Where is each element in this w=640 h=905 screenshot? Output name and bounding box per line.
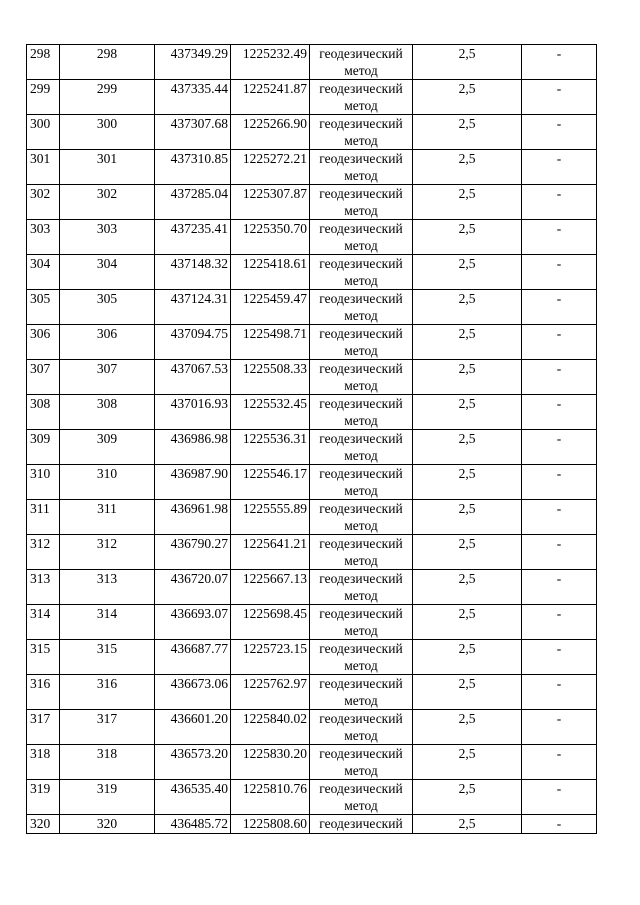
method-cell: геодезический метод	[310, 150, 413, 185]
method-cell: геодезический метод	[310, 570, 413, 605]
method-cell: геодезический метод	[310, 185, 413, 220]
x-coordinate-cell: 437094.75	[155, 325, 231, 360]
point-number-cell: 306	[27, 325, 60, 360]
point-number-cell: 311	[27, 500, 60, 535]
point-number-cell: 316	[60, 675, 155, 710]
error-cell: 2,5	[413, 675, 522, 710]
error-cell: 2,5	[413, 430, 522, 465]
note-cell: -	[522, 150, 597, 185]
point-number-cell: 310	[27, 465, 60, 500]
x-coordinate-cell: 436693.07	[155, 605, 231, 640]
note-cell: -	[522, 815, 597, 834]
point-number-cell: 298	[60, 45, 155, 80]
note-cell: -	[522, 465, 597, 500]
y-coordinate-cell: 1225232.49	[231, 45, 310, 80]
point-number-cell: 299	[27, 80, 60, 115]
table-row	[27, 780, 597, 815]
point-number-cell: 314	[60, 605, 155, 640]
x-coordinate-cell: 437148.32	[155, 255, 231, 290]
point-number-cell: 313	[60, 570, 155, 605]
point-number-cell: 304	[27, 255, 60, 290]
error-cell: 2,5	[413, 640, 522, 675]
note-cell: -	[522, 500, 597, 535]
y-coordinate-cell: 1225840.02	[231, 710, 310, 745]
x-coordinate-cell: 437310.85	[155, 150, 231, 185]
note-cell: -	[522, 45, 597, 80]
point-number-cell: 298	[27, 45, 60, 80]
point-number-cell: 308	[27, 395, 60, 430]
y-coordinate-cell: 1225546.17	[231, 465, 310, 500]
error-cell: 2,5	[413, 780, 522, 815]
table-row	[27, 675, 597, 710]
point-number-cell: 299	[60, 80, 155, 115]
error-cell: 2,5	[413, 115, 522, 150]
error-cell: 2,5	[413, 290, 522, 325]
point-number-cell: 303	[60, 220, 155, 255]
note-cell: -	[522, 675, 597, 710]
x-coordinate-cell: 437349.29	[155, 45, 231, 80]
error-cell: 2,5	[413, 605, 522, 640]
point-number-cell: 319	[60, 780, 155, 815]
point-number-cell: 314	[27, 605, 60, 640]
y-coordinate-cell: 1225418.61	[231, 255, 310, 290]
point-number-cell: 303	[27, 220, 60, 255]
point-number-cell: 315	[27, 640, 60, 675]
note-cell: -	[522, 710, 597, 745]
table-row	[27, 500, 597, 535]
y-coordinate-cell: 1225498.71	[231, 325, 310, 360]
x-coordinate-cell: 437307.68	[155, 115, 231, 150]
point-number-cell: 302	[60, 185, 155, 220]
x-coordinate-cell: 436535.40	[155, 780, 231, 815]
method-cell: геодезический метод	[310, 605, 413, 640]
y-coordinate-cell: 1225830.20	[231, 745, 310, 780]
point-number-cell: 312	[60, 535, 155, 570]
table-row	[27, 605, 597, 640]
y-coordinate-cell: 1225307.87	[231, 185, 310, 220]
error-cell: 2,5	[413, 80, 522, 115]
method-cell: геодезический метод	[310, 115, 413, 150]
x-coordinate-cell: 437335.44	[155, 80, 231, 115]
method-cell: геодезический метод	[310, 640, 413, 675]
note-cell: -	[522, 570, 597, 605]
point-number-cell: 309	[27, 430, 60, 465]
table-row	[27, 115, 597, 150]
point-number-cell: 305	[27, 290, 60, 325]
error-cell: 2,5	[413, 255, 522, 290]
note-cell: -	[522, 290, 597, 325]
coordinates-table	[26, 44, 597, 834]
x-coordinate-cell: 436986.98	[155, 430, 231, 465]
note-cell: -	[522, 535, 597, 570]
table-row	[27, 360, 597, 395]
table-row	[27, 325, 597, 360]
note-cell: -	[522, 640, 597, 675]
point-number-cell: 301	[27, 150, 60, 185]
note-cell: -	[522, 255, 597, 290]
method-cell: геодезический метод	[310, 780, 413, 815]
method-cell: геодезический метод	[310, 710, 413, 745]
point-number-cell: 317	[60, 710, 155, 745]
table-row	[27, 220, 597, 255]
method-cell: геодезический метод	[310, 290, 413, 325]
method-cell: геодезический метод	[310, 745, 413, 780]
error-cell: 2,5	[413, 220, 522, 255]
point-number-cell: 301	[60, 150, 155, 185]
error-cell: 2,5	[413, 465, 522, 500]
table-row	[27, 710, 597, 745]
point-number-cell: 317	[27, 710, 60, 745]
note-cell: -	[522, 745, 597, 780]
y-coordinate-cell: 1225350.70	[231, 220, 310, 255]
table-row	[27, 80, 597, 115]
point-number-cell: 307	[60, 360, 155, 395]
y-coordinate-cell: 1225536.31	[231, 430, 310, 465]
y-coordinate-cell: 1225532.45	[231, 395, 310, 430]
error-cell: 2,5	[413, 360, 522, 395]
x-coordinate-cell: 436790.27	[155, 535, 231, 570]
y-coordinate-cell: 1225698.45	[231, 605, 310, 640]
point-number-cell: 305	[60, 290, 155, 325]
table-row	[27, 745, 597, 780]
method-cell: геодезический метод	[310, 465, 413, 500]
y-coordinate-cell: 1225808.60	[231, 815, 310, 834]
x-coordinate-cell: 436987.90	[155, 465, 231, 500]
x-coordinate-cell: 437124.31	[155, 290, 231, 325]
point-number-cell: 312	[27, 535, 60, 570]
table-row	[27, 640, 597, 675]
method-cell: геодезический метод	[310, 80, 413, 115]
error-cell: 2,5	[413, 325, 522, 360]
y-coordinate-cell: 1225723.15	[231, 640, 310, 675]
point-number-cell: 309	[60, 430, 155, 465]
table-row	[27, 465, 597, 500]
error-cell: 2,5	[413, 185, 522, 220]
y-coordinate-cell: 1225810.76	[231, 780, 310, 815]
point-number-cell: 300	[60, 115, 155, 150]
point-number-cell: 300	[27, 115, 60, 150]
table-body	[27, 45, 597, 834]
error-cell: 2,5	[413, 745, 522, 780]
x-coordinate-cell: 436573.20	[155, 745, 231, 780]
point-number-cell: 302	[27, 185, 60, 220]
y-coordinate-cell: 1225459.47	[231, 290, 310, 325]
x-coordinate-cell: 437285.04	[155, 185, 231, 220]
table-row	[27, 815, 597, 834]
note-cell: -	[522, 605, 597, 640]
table-row	[27, 150, 597, 185]
table-row	[27, 290, 597, 325]
table-row	[27, 45, 597, 80]
method-cell: геодезический метод	[310, 430, 413, 465]
y-coordinate-cell: 1225266.90	[231, 115, 310, 150]
x-coordinate-cell: 436961.98	[155, 500, 231, 535]
method-cell: геодезический метод	[310, 255, 413, 290]
x-coordinate-cell: 436601.20	[155, 710, 231, 745]
note-cell: -	[522, 430, 597, 465]
table-row	[27, 570, 597, 605]
error-cell: 2,5	[413, 395, 522, 430]
table-row	[27, 535, 597, 570]
point-number-cell: 316	[27, 675, 60, 710]
error-cell: 2,5	[413, 570, 522, 605]
y-coordinate-cell: 1225508.33	[231, 360, 310, 395]
method-cell: геодезический метод	[310, 325, 413, 360]
point-number-cell: 310	[60, 465, 155, 500]
note-cell: -	[522, 80, 597, 115]
method-cell: геодезический метод	[310, 360, 413, 395]
method-cell: геодезический метод	[310, 395, 413, 430]
method-cell: геодезический метод	[310, 535, 413, 570]
point-number-cell: 304	[60, 255, 155, 290]
table-row	[27, 430, 597, 465]
error-cell: 2,5	[413, 150, 522, 185]
note-cell: -	[522, 360, 597, 395]
x-coordinate-cell: 437016.93	[155, 395, 231, 430]
note-cell: -	[522, 780, 597, 815]
point-number-cell: 313	[27, 570, 60, 605]
x-coordinate-cell: 436687.77	[155, 640, 231, 675]
point-number-cell: 315	[60, 640, 155, 675]
method-cell: геодезический	[310, 815, 413, 834]
point-number-cell: 306	[60, 325, 155, 360]
y-coordinate-cell: 1225241.87	[231, 80, 310, 115]
table-row	[27, 255, 597, 290]
point-number-cell: 318	[27, 745, 60, 780]
method-cell: геодезический метод	[310, 675, 413, 710]
point-number-cell: 320	[27, 815, 60, 834]
point-number-cell: 307	[27, 360, 60, 395]
note-cell: -	[522, 115, 597, 150]
note-cell: -	[522, 395, 597, 430]
x-coordinate-cell: 436673.06	[155, 675, 231, 710]
y-coordinate-cell: 1225555.89	[231, 500, 310, 535]
error-cell: 2,5	[413, 815, 522, 834]
point-number-cell: 319	[27, 780, 60, 815]
point-number-cell: 308	[60, 395, 155, 430]
error-cell: 2,5	[413, 710, 522, 745]
error-cell: 2,5	[413, 45, 522, 80]
table-row	[27, 185, 597, 220]
note-cell: -	[522, 220, 597, 255]
method-cell: геодезический метод	[310, 45, 413, 80]
y-coordinate-cell: 1225762.97	[231, 675, 310, 710]
x-coordinate-cell: 437235.41	[155, 220, 231, 255]
note-cell: -	[522, 185, 597, 220]
point-number-cell: 311	[60, 500, 155, 535]
table-row	[27, 395, 597, 430]
error-cell: 2,5	[413, 500, 522, 535]
method-cell: геодезический метод	[310, 500, 413, 535]
error-cell: 2,5	[413, 535, 522, 570]
x-coordinate-cell: 437067.53	[155, 360, 231, 395]
y-coordinate-cell: 1225272.21	[231, 150, 310, 185]
y-coordinate-cell: 1225667.13	[231, 570, 310, 605]
note-cell: -	[522, 325, 597, 360]
method-cell: геодезический метод	[310, 220, 413, 255]
point-number-cell: 318	[60, 745, 155, 780]
y-coordinate-cell: 1225641.21	[231, 535, 310, 570]
point-number-cell: 320	[60, 815, 155, 834]
x-coordinate-cell: 436720.07	[155, 570, 231, 605]
x-coordinate-cell: 436485.72	[155, 815, 231, 834]
